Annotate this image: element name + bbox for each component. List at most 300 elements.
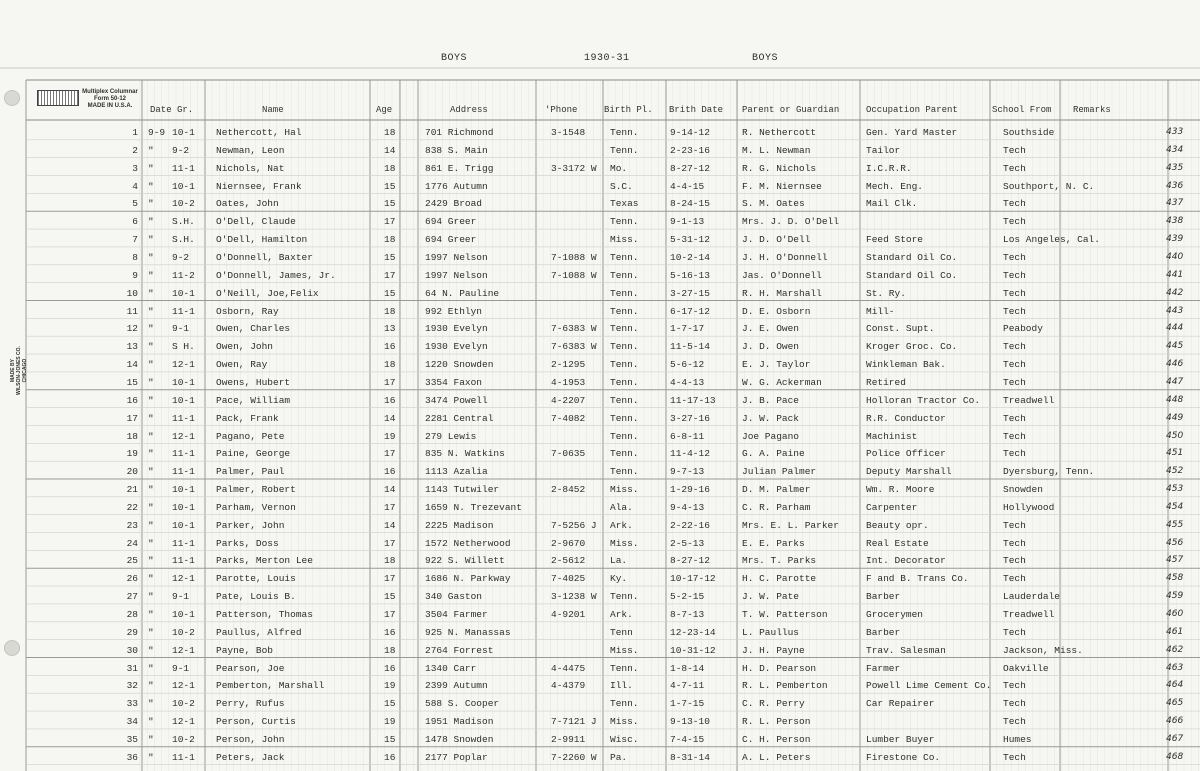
- birth-place-cell: Tenn.: [610, 269, 639, 281]
- birth-date-cell: 12-23-14: [670, 626, 716, 638]
- col-birth-place: Birth Pl.: [604, 105, 653, 115]
- name-cell: Pate, Louis B.: [216, 591, 296, 603]
- date-cell: ": [148, 501, 154, 513]
- grade-cell: 10-1: [172, 501, 195, 513]
- occupation-cell: Kroger Groc. Co.: [866, 341, 958, 353]
- remarks-cell: 452: [1166, 466, 1184, 477]
- age-cell: 18: [384, 127, 396, 138]
- age-cell: 17: [384, 537, 396, 549]
- school-cell: Southport, N. C.: [1003, 180, 1095, 192]
- side-label-line2: WILSON-JONES CO.: [16, 346, 22, 395]
- date-cell: ": [148, 626, 154, 638]
- address-cell: 1659 N. Trezevant: [425, 501, 522, 513]
- remarks-cell: 464: [1166, 680, 1184, 691]
- remarks-cell: 433: [1166, 127, 1184, 137]
- parent-cell: J. W. Pack: [742, 412, 800, 424]
- table-row: [0, 480, 1200, 498]
- school-cell: Tech: [1003, 252, 1026, 263]
- address-cell: 2225 Madison: [425, 519, 494, 531]
- row-number: 23: [126, 519, 138, 531]
- remarks-cell: 459: [1166, 591, 1184, 602]
- row-number: 30: [126, 644, 138, 656]
- col-date-gr: Date Gr.: [150, 105, 194, 115]
- school-cell: Tech: [1003, 537, 1026, 549]
- grade-cell: 11-1: [172, 466, 195, 478]
- birth-date-cell: 9-7-13: [670, 466, 705, 478]
- age-cell: 17: [384, 573, 396, 585]
- occupation-cell: Lumber Buyer: [866, 733, 935, 745]
- phone-cell: 2-1295: [551, 359, 586, 371]
- birth-date-cell: 1-29-16: [670, 484, 710, 495]
- grade-cell: 11-1: [172, 555, 195, 567]
- grade-cell: 9-1: [172, 662, 190, 674]
- phone-cell: 4-4475: [551, 662, 586, 674]
- address-cell: 3504 Farmer: [425, 609, 488, 620]
- occupation-cell: Retired: [866, 376, 906, 388]
- remarks-cell: 437: [1166, 198, 1184, 209]
- grade-cell: S H.: [172, 341, 195, 353]
- row-number: 11: [126, 305, 138, 317]
- age-cell: 18: [384, 162, 396, 174]
- name-cell: Person, John: [216, 733, 285, 745]
- occupation-cell: Standard Oil Co.: [866, 269, 958, 281]
- row-number: 26: [126, 573, 138, 585]
- row-number: 1: [132, 127, 138, 138]
- grade-cell: 11-1: [172, 162, 195, 174]
- name-cell: Owen, John: [216, 341, 274, 353]
- row-number: 21: [126, 484, 138, 495]
- table-row: [0, 427, 1200, 445]
- birth-place-cell: Tenn.: [610, 698, 639, 710]
- phone-cell: 7-6383 W: [551, 323, 597, 335]
- birth-place-cell: Tenn.: [610, 448, 639, 460]
- age-cell: 19: [384, 716, 396, 728]
- school-cell: Southside: [1003, 127, 1055, 138]
- address-cell: 2281 Central: [425, 412, 494, 424]
- school-cell: Tech: [1003, 698, 1026, 710]
- birth-date-cell: 11-5-14: [670, 341, 710, 353]
- birth-date-cell: 3-27-16: [670, 412, 710, 424]
- row-number: 4: [132, 180, 138, 192]
- side-label-line1: MADE BY: [10, 359, 16, 383]
- remarks-cell: 458: [1166, 573, 1184, 584]
- row-number: 34: [126, 716, 138, 728]
- school-cell: Peabody: [1003, 323, 1043, 335]
- remarks-cell: 442: [1166, 287, 1184, 298]
- age-cell: 15: [384, 591, 396, 603]
- name-cell: O'Dell, Hamilton: [216, 234, 308, 246]
- birth-date-cell: 7-4-15: [670, 733, 705, 745]
- school-cell: Treadwell: [1003, 394, 1055, 406]
- row-number: 6: [132, 216, 138, 228]
- school-cell: Oakville: [1003, 662, 1049, 674]
- date-cell: ": [148, 162, 154, 174]
- form-label-line2: Form 50-12: [93, 96, 126, 102]
- occupation-cell: Mech. Eng.: [866, 180, 924, 192]
- birth-place-cell: Mo.: [610, 162, 628, 174]
- parent-cell: W. G. Ackerman: [742, 376, 822, 388]
- row-number: 3: [132, 162, 138, 174]
- school-cell: Jackson, Miss.: [1003, 644, 1083, 656]
- occupation-cell: Car Repairer: [866, 698, 935, 710]
- side-label-line3: CHICAGO: [22, 358, 28, 383]
- remarks-cell: 457: [1166, 555, 1184, 566]
- address-cell: 1930 Evelyn: [425, 341, 488, 353]
- remarks-cell: 453: [1166, 484, 1184, 494]
- name-cell: Patterson, Thomas: [216, 609, 313, 620]
- table-row: [0, 355, 1200, 373]
- name-cell: Nichols, Nat: [216, 162, 285, 174]
- form-label-line1: Multiplex Columnar: [82, 89, 138, 95]
- address-cell: 1686 N. Parkway: [425, 573, 511, 585]
- row-number: 13: [126, 341, 138, 353]
- phone-cell: 4-2207: [551, 394, 586, 406]
- date-cell: ": [148, 573, 154, 585]
- remarks-cell: 441: [1166, 269, 1184, 280]
- birth-date-cell: 5-31-12: [670, 234, 710, 246]
- name-cell: Parotte, Louis: [216, 573, 296, 585]
- table-row: [0, 302, 1200, 320]
- table-row: [0, 694, 1200, 712]
- address-cell: 3474 Powell: [425, 394, 488, 406]
- birth-date-cell: 9-14-12: [670, 127, 710, 138]
- remarks-cell: 444: [1166, 323, 1184, 334]
- birth-place-cell: La.: [610, 555, 628, 567]
- phone-cell: 2-5612: [551, 555, 586, 567]
- birth-date-cell: 8-27-12: [670, 555, 710, 567]
- phone-cell: 2-8452: [551, 484, 586, 495]
- phone-cell: 2-9911: [551, 733, 586, 745]
- birth-place-cell: Ky.: [610, 573, 628, 585]
- birth-date-cell: 10-17-12: [670, 573, 716, 585]
- parent-cell: J. W. Pate: [742, 591, 800, 603]
- age-cell: 17: [384, 609, 396, 620]
- date-cell: 9-9: [148, 127, 166, 138]
- grade-cell: 12-1: [172, 680, 195, 692]
- occupation-cell: R.R. Conductor: [866, 412, 946, 424]
- birth-date-cell: 5-16-13: [670, 269, 710, 281]
- address-cell: 2764 Forrest: [425, 644, 494, 656]
- birth-date-cell: 9-13-10: [670, 716, 710, 728]
- date-cell: ": [148, 716, 154, 728]
- date-cell: ": [148, 323, 154, 335]
- remarks-cell: 451: [1166, 448, 1184, 459]
- parent-cell: G. A. Paine: [742, 448, 805, 460]
- address-cell: 694 Greer: [425, 234, 477, 246]
- parent-cell: R. H. Marshall: [742, 287, 822, 299]
- birth-date-cell: 11-17-13: [670, 394, 716, 406]
- col-birth-date: Brith Date: [669, 105, 724, 115]
- age-cell: 18: [384, 305, 396, 317]
- birth-date-cell: 2-5-13: [670, 537, 705, 549]
- remarks-cell: 440: [1166, 252, 1184, 262]
- grade-cell: 12-1: [172, 644, 195, 656]
- address-cell: 3354 Faxon: [425, 376, 483, 388]
- occupation-cell: Holloran Tractor Co.: [866, 394, 981, 406]
- birth-date-cell: 4-7-11: [670, 680, 705, 692]
- grade-cell: 10-1: [172, 127, 195, 138]
- address-cell: 861 E. Trigg: [425, 162, 494, 174]
- name-cell: Osborn, Ray: [216, 305, 279, 317]
- age-cell: 13: [384, 323, 396, 335]
- col-occupation: Occupation Parent: [866, 105, 958, 115]
- name-cell: Pagano, Pete: [216, 430, 285, 442]
- parent-cell: Julian Palmer: [742, 466, 817, 478]
- remarks-cell: 434: [1166, 144, 1184, 155]
- school-cell: Tech: [1003, 412, 1026, 424]
- phone-cell: 3-1548: [551, 127, 586, 138]
- parent-cell: E. J. Taylor: [742, 359, 811, 371]
- row-number: 35: [126, 733, 138, 745]
- birth-place-cell: Tenn.: [610, 305, 639, 317]
- birth-date-cell: 10-2-14: [670, 252, 710, 263]
- grade-cell: 12-1: [172, 359, 195, 371]
- school-cell: Tech: [1003, 305, 1026, 317]
- parent-cell: H. C. Parotte: [742, 573, 817, 585]
- header-boys-left: BOYS: [441, 53, 468, 64]
- occupation-cell: Machinist: [866, 430, 918, 442]
- row-number: 8: [132, 252, 138, 263]
- remarks-cell: 436: [1166, 180, 1184, 191]
- table-row: [0, 623, 1200, 641]
- grade-cell: 10-2: [172, 733, 195, 745]
- parent-cell: R. G. Nichols: [742, 162, 817, 174]
- phone-cell: 7-5256 J: [551, 519, 597, 531]
- birth-place-cell: Tenn.: [610, 591, 639, 603]
- row-number: 7: [132, 234, 138, 246]
- date-cell: ": [148, 216, 154, 228]
- parent-cell: Jas. O'Donnell: [742, 269, 822, 281]
- table-row: [0, 409, 1200, 427]
- remarks-cell: 460: [1166, 609, 1184, 619]
- grade-cell: 10-1: [172, 180, 195, 192]
- birth-place-cell: Tenn.: [610, 412, 639, 424]
- remarks-cell: 454: [1166, 501, 1184, 512]
- school-cell: Tech: [1003, 216, 1026, 228]
- name-cell: Nethercott, Hal: [216, 127, 302, 138]
- grade-cell: 12-1: [172, 430, 195, 442]
- occupation-cell: Powell Lime Cement Co.: [866, 680, 992, 692]
- school-cell: Tech: [1003, 751, 1026, 763]
- table-row: [0, 730, 1200, 748]
- birth-place-cell: Tenn.: [610, 287, 639, 299]
- age-cell: 19: [384, 680, 396, 692]
- name-cell: Paine, George: [216, 448, 291, 460]
- parent-cell: D. M. Palmer: [742, 484, 811, 495]
- birth-date-cell: 3-27-15: [670, 287, 710, 299]
- parent-cell: T. W. Patterson: [742, 609, 828, 620]
- parent-cell: J. H. O'Donnell: [742, 252, 828, 263]
- grade-cell: 11-1: [172, 412, 195, 424]
- address-cell: 835 N. Watkins: [425, 448, 505, 460]
- name-cell: Peters, Jack: [216, 751, 285, 763]
- date-cell: ": [148, 341, 154, 353]
- grade-cell: 12-1: [172, 573, 195, 585]
- age-cell: 18: [384, 644, 396, 656]
- birth-place-cell: Texas: [610, 198, 639, 210]
- age-cell: 19: [384, 430, 396, 442]
- row-number: 12: [126, 323, 138, 335]
- remarks-cell: 467: [1166, 733, 1184, 744]
- name-cell: O'Neill, Joe,Felix: [216, 287, 319, 299]
- birth-date-cell: 6-17-12: [670, 305, 710, 317]
- phone-cell: 7-4025: [551, 573, 586, 585]
- birth-place-cell: Wisc.: [610, 733, 639, 745]
- occupation-cell: Grocerymen: [866, 609, 924, 620]
- birth-place-cell: Ala.: [610, 501, 633, 513]
- birth-place-cell: Tenn.: [610, 376, 639, 388]
- parent-cell: M. L. Newman: [742, 144, 811, 156]
- age-cell: 17: [384, 376, 396, 388]
- header-year: 1930-31: [584, 53, 630, 64]
- date-cell: ": [148, 519, 154, 531]
- grade-cell: 10-1: [172, 287, 195, 299]
- parent-cell: H. D. Pearson: [742, 662, 817, 674]
- parent-cell: C. H. Person: [742, 733, 811, 745]
- birth-place-cell: Pa.: [610, 751, 628, 763]
- age-cell: 16: [384, 466, 396, 478]
- age-cell: 15: [384, 252, 396, 263]
- birth-place-cell: Tenn.: [610, 323, 639, 335]
- date-cell: ": [148, 662, 154, 674]
- address-cell: 340 Gaston: [425, 591, 483, 603]
- address-cell: 1113 Azalia: [425, 466, 488, 478]
- school-cell: Tech: [1003, 198, 1026, 210]
- table-row: [0, 605, 1200, 623]
- remarks-cell: 448: [1166, 394, 1184, 405]
- birth-place-cell: Tenn.: [610, 662, 639, 674]
- parent-cell: Mrs. E. L. Parker: [742, 519, 839, 531]
- age-cell: 14: [384, 519, 396, 531]
- name-cell: O'Dell, Claude: [216, 216, 296, 228]
- school-cell: Dyersburg, Tenn.: [1003, 466, 1095, 478]
- school-cell: Tech: [1003, 716, 1026, 728]
- col-name: Name: [262, 105, 284, 115]
- table-row: [0, 498, 1200, 516]
- occupation-cell: Standard Oil Co.: [866, 252, 958, 263]
- name-cell: Parks, Merton Lee: [216, 555, 313, 567]
- birth-place-cell: Miss.: [610, 484, 639, 495]
- address-cell: 2177 Poplar: [425, 751, 488, 763]
- phone-cell: 7-7121 J: [551, 716, 597, 728]
- date-cell: ": [148, 287, 154, 299]
- remarks-cell: 445: [1166, 341, 1184, 352]
- age-cell: 18: [384, 555, 396, 567]
- grade-cell: 9-1: [172, 591, 190, 603]
- school-cell: Tech: [1003, 287, 1026, 299]
- row-number: 2: [132, 144, 138, 156]
- date-cell: ": [148, 484, 154, 495]
- table-row: [0, 587, 1200, 605]
- name-cell: Niernsee, Frank: [216, 180, 302, 192]
- date-cell: ": [148, 430, 154, 442]
- table-row: [0, 569, 1200, 587]
- birth-place-cell: S.C.: [610, 180, 633, 192]
- grade-cell: 9-1: [172, 323, 190, 335]
- col-phone: 'Phone: [545, 105, 578, 115]
- name-cell: Palmer, Paul: [216, 466, 285, 478]
- row-number: 27: [126, 591, 138, 603]
- birth-date-cell: 8-7-13: [670, 609, 705, 620]
- age-cell: 17: [384, 448, 396, 460]
- birth-place-cell: Tenn.: [610, 394, 639, 406]
- birth-date-cell: 1-7-17: [670, 323, 705, 335]
- date-cell: ": [148, 644, 154, 656]
- occupation-cell: Gen. Yard Master: [866, 127, 958, 138]
- row-number: 20: [126, 466, 138, 478]
- school-cell: Tech: [1003, 680, 1026, 692]
- age-cell: 18: [384, 234, 396, 246]
- age-cell: 17: [384, 501, 396, 513]
- date-cell: ": [148, 305, 154, 317]
- name-cell: Pace, William: [216, 394, 291, 406]
- form-stamp-logo: [37, 90, 79, 106]
- grade-cell: 9-2: [172, 144, 190, 156]
- name-cell: Owen, Charles: [216, 323, 291, 335]
- name-cell: Payne, Bob: [216, 644, 274, 656]
- birth-date-cell: 1-8-14: [670, 662, 705, 674]
- phone-cell: 7-1088 W: [551, 252, 597, 263]
- parent-cell: E. E. Parks: [742, 537, 805, 549]
- col-address: Address: [450, 105, 488, 115]
- parent-cell: C. R. Parham: [742, 501, 811, 513]
- birth-date-cell: 9-4-13: [670, 501, 705, 513]
- date-cell: ": [148, 609, 154, 620]
- date-cell: ": [148, 198, 154, 210]
- address-cell: 1340 Carr: [425, 662, 477, 674]
- row-number: 36: [126, 751, 138, 763]
- remarks-cell: 449: [1166, 412, 1184, 423]
- row-number: 19: [126, 448, 138, 460]
- table-row: [0, 212, 1200, 230]
- phone-cell: 4-4379: [551, 680, 586, 692]
- grade-cell: 11-1: [172, 751, 195, 763]
- date-cell: ": [148, 252, 154, 263]
- grade-cell: 10-1: [172, 484, 195, 495]
- occupation-cell: Winkleman Bak.: [866, 359, 946, 371]
- occupation-cell: Int. Decorator: [866, 555, 946, 567]
- table-row: [0, 123, 1200, 141]
- name-cell: Parham, Vernon: [216, 501, 296, 513]
- parent-cell: C. R. Perry: [742, 698, 805, 710]
- date-cell: ": [148, 591, 154, 603]
- occupation-cell: Mill-: [866, 305, 895, 317]
- table-row: [0, 159, 1200, 177]
- occupation-cell: Beauty opr.: [866, 519, 929, 531]
- grade-cell: S.H.: [172, 216, 195, 228]
- grade-cell: 12-1: [172, 716, 195, 728]
- date-cell: ": [148, 269, 154, 281]
- row-number: 22: [126, 501, 138, 513]
- address-cell: 64 N. Pauline: [425, 287, 500, 299]
- row-number: 9: [132, 269, 138, 281]
- row-number: 29: [126, 626, 138, 638]
- birth-place-cell: Tenn.: [610, 216, 639, 228]
- remarks-cell: 438: [1166, 216, 1184, 227]
- school-cell: Tech: [1003, 555, 1026, 567]
- address-cell: 279 Lewis: [425, 430, 477, 442]
- address-cell: 1143 Tutwiler: [425, 484, 500, 495]
- table-row: [0, 444, 1200, 462]
- table-row: [0, 230, 1200, 248]
- age-cell: 15: [384, 180, 396, 192]
- birth-place-cell: Ark.: [610, 519, 633, 531]
- row-number: 32: [126, 680, 138, 692]
- date-cell: ": [148, 751, 154, 763]
- remarks-cell: 463: [1166, 662, 1184, 673]
- birth-date-cell: 6-8-11: [670, 430, 705, 442]
- birth-date-cell: 9-1-13: [670, 216, 705, 228]
